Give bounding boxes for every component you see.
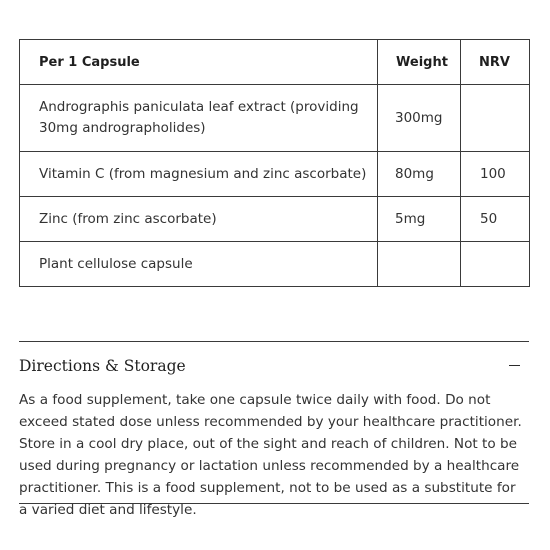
ingredient-nrv [461,242,530,287]
ingredient-name: Vitamin C (from magnesium and zinc ascorbate) [20,152,378,197]
table-header-row [20,40,530,85]
ingredient-name: Andrographis paniculata leaf extract (providing 30mg andrographolides) [20,85,378,152]
ingredient-name: Plant cellulose capsule [20,242,378,287]
table-row [20,152,530,197]
ingredient-nrv [461,85,530,152]
accordion-header[interactable] [19,342,529,389]
header-nrv: NRV [461,40,530,85]
ingredient-weight: 80mg [378,152,461,197]
header-per-capsule: Per 1 Capsule [20,40,378,85]
section-title: Directions & Storage [19,356,186,375]
divider [19,503,529,504]
directions-storage-accordion [19,341,529,533]
table-row [20,85,530,152]
ingredient-weight [378,242,461,287]
ingredient-name: Zinc (from zinc ascorbate) [20,197,378,242]
ingredient-weight: 5mg [378,197,461,242]
table-row [20,242,530,287]
minus-icon[interactable] [500,352,528,380]
ingredient-weight: 300mg [378,85,461,152]
nutrition-table [19,39,530,287]
ingredient-nrv: 50 [461,197,530,242]
ingredient-nrv: 100 [461,152,530,197]
table-row [20,197,530,242]
directions-text: As a food supplement, take one capsule twice daily with food. Do not exceed stated dose unless recommended by your healthcare practitioner. Store in a cool dry place, out of the sight and reach of children. Not to be used during pregnancy or lactation unless recommended by a healthcare practitioner. This is a food supplement, not to be used as a substitute for a varied diet and lifestyle. [19,392,522,518]
header-weight: Weight [378,40,461,85]
